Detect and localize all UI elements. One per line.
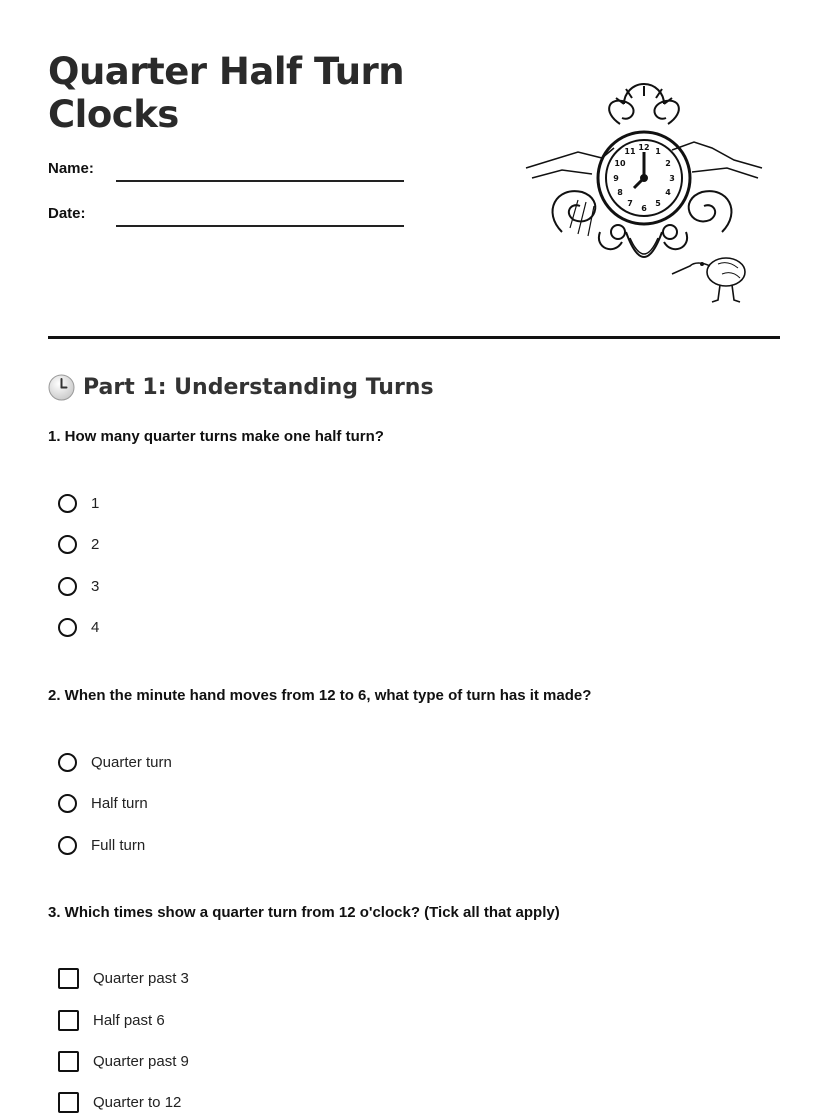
question-2-option[interactable] bbox=[58, 791, 148, 815]
checkbox[interactable] bbox=[58, 968, 79, 989]
option-label: 2 bbox=[91, 535, 100, 553]
checkbox[interactable] bbox=[58, 1051, 79, 1072]
radio-button[interactable] bbox=[58, 836, 77, 855]
worksheet-title bbox=[48, 50, 404, 136]
question-1-option[interactable] bbox=[58, 615, 99, 639]
clock-number: 8 bbox=[617, 188, 623, 197]
section-divider bbox=[48, 336, 780, 339]
clock-emblem-illustration bbox=[522, 82, 768, 311]
checkbox[interactable] bbox=[58, 1010, 79, 1031]
name-label: Name: bbox=[48, 160, 94, 177]
radio-button[interactable] bbox=[58, 618, 77, 637]
kiwi-bird-icon bbox=[672, 258, 745, 302]
option-label: Quarter past 9 bbox=[93, 1052, 189, 1070]
clock-number: 4 bbox=[665, 188, 671, 197]
clock-number: 2 bbox=[665, 159, 671, 168]
option-label: 4 bbox=[91, 618, 100, 636]
option-label: Half turn bbox=[91, 794, 148, 812]
clock-number: 12 bbox=[638, 143, 650, 152]
title-line-1: Quarter Half Turn bbox=[48, 50, 405, 93]
question-2-option[interactable] bbox=[58, 750, 172, 774]
question-2-option[interactable] bbox=[58, 833, 145, 857]
section-heading-text: Part 1: Understanding Turns bbox=[83, 375, 434, 400]
name-field[interactable] bbox=[116, 180, 404, 182]
option-label: 1 bbox=[91, 494, 100, 512]
question-3-option[interactable] bbox=[58, 1008, 165, 1032]
question-3: 3. Which times show a quarter turn from 12 o'clock? (Tick all that apply) bbox=[48, 904, 560, 921]
radio-button[interactable] bbox=[58, 794, 77, 813]
question-1: 1. How many quarter turns make one half turn? bbox=[48, 428, 384, 445]
radio-button[interactable] bbox=[58, 535, 77, 554]
clock-number: 1 bbox=[655, 147, 661, 156]
question-1-option[interactable] bbox=[58, 574, 99, 598]
section-heading bbox=[48, 374, 434, 401]
checkbox[interactable] bbox=[58, 1092, 79, 1113]
clock-number: 7 bbox=[627, 199, 633, 208]
question-2: 2. When the minute hand moves from 12 to 6, what type of turn has it made? bbox=[48, 687, 592, 704]
radio-button[interactable] bbox=[58, 494, 77, 513]
clock-number: 5 bbox=[655, 199, 661, 208]
question-3-option[interactable] bbox=[58, 1090, 181, 1114]
title-line-2: Clocks bbox=[48, 93, 179, 136]
option-label: Half past 6 bbox=[93, 1011, 165, 1029]
option-label: Full turn bbox=[91, 836, 146, 854]
radio-button[interactable] bbox=[58, 753, 77, 772]
clock-icon bbox=[48, 374, 75, 401]
clock-number: 3 bbox=[669, 174, 675, 183]
clock-face bbox=[598, 132, 690, 224]
clock-number: 9 bbox=[613, 174, 619, 183]
question-3-option[interactable] bbox=[58, 1049, 189, 1073]
clock-number: 10 bbox=[614, 159, 626, 168]
radio-button[interactable] bbox=[58, 577, 77, 596]
question-1-option[interactable] bbox=[58, 491, 99, 515]
option-label: 3 bbox=[91, 577, 100, 595]
option-label: Quarter to 12 bbox=[93, 1093, 182, 1111]
date-field[interactable] bbox=[116, 225, 404, 227]
clock-number: 11 bbox=[624, 147, 636, 156]
option-label: Quarter turn bbox=[91, 753, 172, 771]
question-3-option[interactable] bbox=[58, 966, 189, 990]
date-label: Date: bbox=[48, 205, 86, 222]
clock-number: 6 bbox=[641, 204, 647, 213]
question-1-option[interactable] bbox=[58, 532, 99, 556]
option-label: Quarter past 3 bbox=[93, 969, 189, 987]
